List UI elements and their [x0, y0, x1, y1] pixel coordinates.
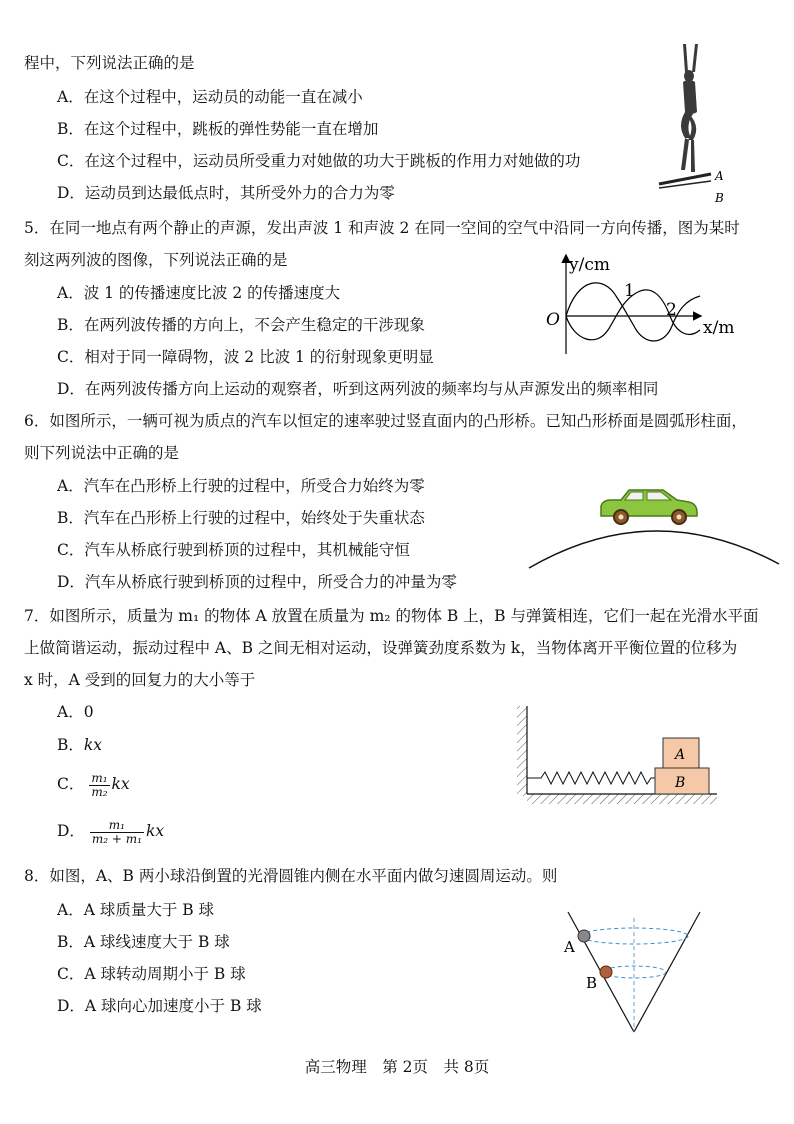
wave-2-label: 2	[666, 300, 677, 320]
diver-label-b: B	[715, 191, 724, 205]
q4-stem-tail: 程中，下列说法正确的是	[24, 54, 195, 72]
ball-b	[600, 966, 612, 978]
block-a-label: A	[675, 747, 686, 763]
q5-stem-line2: 刻这两列波的图像，下列说法正确的是	[24, 251, 288, 269]
q8-option-c: C．A 球转动周期小于 B 球	[57, 965, 246, 983]
q8-option-a: A．A 球质量大于 B 球	[57, 901, 215, 919]
q4-option-a: A．在这个过程中，运动员的动能一直在减小	[57, 88, 363, 106]
q6-option-c: C．汽车从桥底行驶到桥顶的过程中，其机械能守恒	[57, 541, 410, 559]
ball-a-label: A	[564, 938, 575, 956]
q7-option-a: A．0	[57, 703, 94, 721]
q7-stem-line3: x 时，A 受到的回复力的大小等于	[24, 671, 256, 689]
car-icon	[601, 490, 697, 524]
q6-option-d: D．汽车从桥底行驶到桥顶的过程中，所受合力的冲量为零	[57, 573, 457, 591]
q4-option-d: D．运动员到达最低点时，其所受外力的合力为零	[57, 184, 395, 202]
spring-block-figure	[515, 702, 720, 806]
cone-figure	[560, 908, 710, 1036]
q7-option-b: B．kx	[57, 736, 103, 754]
wave-1-label: 1	[624, 281, 635, 301]
wave-graph	[540, 250, 740, 360]
q5-option-b: B．在两列波传播的方向上，不会产生稳定的干涉现象	[57, 316, 425, 334]
wave-graph-y-label: y/cm	[569, 255, 610, 275]
q6-option-b: B．汽车在凸形桥上行驶的过程中，始终处于失重状态	[57, 509, 425, 527]
q8-option-d: D．A 球向心加速度小于 B 球	[57, 997, 262, 1015]
q7-option-d-fraction: $\frac{\text{m₁}}{\text{m₂ + m₁}}$	[91, 817, 142, 846]
ball-a	[578, 930, 590, 942]
q4-option-c: C．在这个过程中，运动员所受重力对她做的功大于跳板的作用力对她做的功	[57, 152, 581, 170]
wave-graph-x-label: x/m	[703, 318, 735, 338]
q5-option-c: C．相对于同一障碍物，波 2 比波 1 的衍射现象更明显	[57, 348, 434, 366]
wave-graph-origin: O	[546, 310, 560, 330]
diver-figure	[655, 42, 735, 208]
ball-b-label: B	[586, 974, 598, 992]
q7-option-d: D． $\frac{\text{m₁}}{\text{m₂ + m₁}}$ kx	[57, 817, 165, 846]
q4-option-b: B．在这个过程中，跳板的弹性势能一直在增加	[57, 120, 379, 138]
q7-option-c-fraction: $\frac{\text{m₁}}{\text{m₂}}$	[91, 770, 108, 799]
bridge-arc	[529, 531, 779, 568]
spring	[527, 772, 655, 784]
q7-stem-line2: 上做简谐运动，振动过程中 A、B 之间无相对运动，设弹簧劲度系数为 k，当物体离开平衡位置的位移为	[24, 639, 738, 657]
page-footer: 高三物理 第 2页 共 8页	[304, 1058, 490, 1076]
q6-stem-line1: 6．如图所示，一辆可视为质点的汽车以恒定的速率驶过竖直面内的凸形桥。已知凸形桥面是圆弧形柱面，	[24, 412, 747, 430]
q8-stem: 8．如图，A、B 两小球沿倒置的光滑圆锥内侧在水平面内做匀速圆周运动。则	[24, 867, 558, 885]
q7-option-c: C． $\frac{\text{m₁}}{\text{m₂}}$ kx	[57, 770, 130, 799]
q5-option-a: A．波 1 的传播速度比波 2 的传播速度大	[57, 284, 341, 302]
q5-option-d: D．在两列波传播方向上运动的观察者，听到这两列波的频率均与从声源发出的频率相同	[57, 380, 659, 398]
q6-stem-line2: 则下列说法中正确的是	[24, 444, 180, 462]
car-bridge-figure	[525, 480, 783, 572]
q8-option-b: B．A 球线速度大于 B 球	[57, 933, 230, 951]
q5-stem-line1: 5．在同一地点有两个静止的声源，发出声波 1 和声波 2 在同一空间的空气中沿同一方向传播，图为某时	[24, 219, 740, 237]
block-b-label: B	[675, 775, 686, 791]
q7-stem-line1: 7．如图所示，质量为 m₁ 的物体 A 放置在质量为 m₂ 的物体 B 上，B 与弹簧相连，它们一起在光滑水平面	[24, 607, 759, 625]
q6-option-a: A．汽车在凸形桥上行驶的过程中，所受合力始终为零	[57, 477, 425, 495]
diver-label-a: A	[715, 169, 724, 183]
